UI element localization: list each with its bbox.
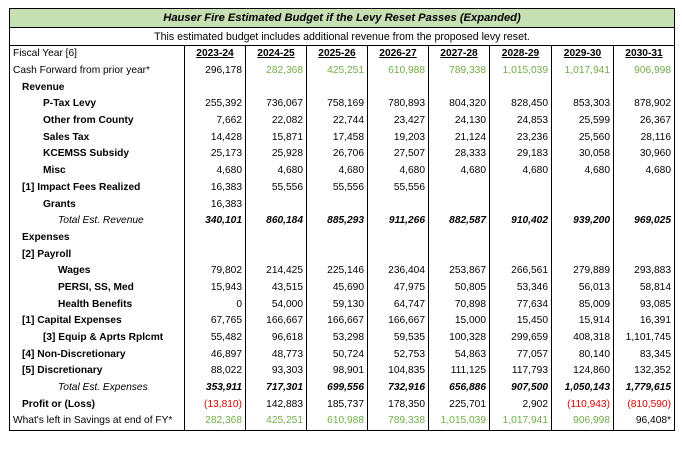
table-row — [10, 79, 675, 96]
cell-value: 27,507 — [368, 146, 429, 163]
table-row — [10, 263, 675, 280]
table-row — [10, 213, 675, 230]
cell-value: 50,805 — [429, 280, 490, 297]
cell-value — [246, 196, 307, 213]
cell-value: 70,898 — [429, 296, 490, 313]
year-header: 2025-26 — [307, 46, 368, 63]
table-row — [10, 129, 675, 146]
cell-value — [614, 180, 675, 197]
table-row — [10, 380, 675, 397]
cell-value: 610,988 — [368, 63, 429, 80]
cell-value: 4,680 — [368, 163, 429, 180]
cell-value: 610,988 — [307, 413, 368, 430]
cell-value — [429, 196, 490, 213]
cell-value: 132,352 — [614, 363, 675, 380]
cell-value: 23,427 — [368, 113, 429, 130]
cell-value: 48,773 — [246, 346, 307, 363]
cell-value: 58,814 — [614, 280, 675, 297]
table-row — [10, 163, 675, 180]
cell-value: 804,320 — [429, 96, 490, 113]
cell-value — [429, 180, 490, 197]
table-row — [10, 146, 675, 163]
row-label-cash-forward: Cash Forward from prior year* — [10, 63, 185, 80]
cell-value: 253,867 — [429, 263, 490, 280]
cell-value: 225,146 — [307, 263, 368, 280]
cell-value: 282,368 — [185, 413, 246, 430]
cell-value: 16,383 — [185, 180, 246, 197]
cell-value: 4,680 — [552, 163, 614, 180]
cell-value: 53,298 — [307, 330, 368, 347]
cell-value: 780,893 — [368, 96, 429, 113]
cell-value: 0 — [185, 296, 246, 313]
cell-value: 24,853 — [490, 113, 552, 130]
cell-value: 14,428 — [185, 129, 246, 146]
cell-value: 25,928 — [246, 146, 307, 163]
cell-value: 717,301 — [246, 380, 307, 397]
cell-value: 185,737 — [307, 396, 368, 413]
cell-value: 25,173 — [185, 146, 246, 163]
cell-value: 7,662 — [185, 113, 246, 130]
cell-value: 340,101 — [185, 213, 246, 230]
row-label-capital-expenses: [1] Capital Expenses — [10, 313, 185, 330]
cell-value: 142,883 — [246, 396, 307, 413]
table-row — [10, 330, 675, 347]
cell-value: 85,009 — [552, 296, 614, 313]
table-row — [10, 113, 675, 130]
cell-value: 21,124 — [429, 129, 490, 146]
table-row — [10, 363, 675, 380]
cell-value: (810,590) — [614, 396, 675, 413]
cell-value: 124,860 — [552, 363, 614, 380]
row-label-wages: Wages — [10, 263, 185, 280]
cell-value: 22,744 — [307, 113, 368, 130]
cell-value: 699,556 — [307, 380, 368, 397]
cell-value: 1,017,941 — [490, 413, 552, 430]
row-label-grants: Grants — [10, 196, 185, 213]
row-label-non-discretionary: [4] Non-Discretionary — [10, 346, 185, 363]
cell-value: 54,000 — [246, 296, 307, 313]
cell-value — [368, 196, 429, 213]
cell-value: 236,404 — [368, 263, 429, 280]
cell-value: 30,960 — [614, 146, 675, 163]
table-row — [10, 246, 675, 263]
cell-value: 878,902 — [614, 96, 675, 113]
cell-value: 408,318 — [552, 330, 614, 347]
table-row — [10, 296, 675, 313]
cell-value: 77,057 — [490, 346, 552, 363]
cell-value: 4,680 — [307, 163, 368, 180]
table-row — [10, 96, 675, 113]
cell-value: 93,303 — [246, 363, 307, 380]
cell-value: 28,116 — [614, 129, 675, 146]
cell-value: 656,886 — [429, 380, 490, 397]
cell-value: (110,943) — [552, 396, 614, 413]
cell-value: 15,450 — [490, 313, 552, 330]
cell-value: 28,333 — [429, 146, 490, 163]
cell-value: 296,178 — [185, 63, 246, 80]
cell-value: 225,701 — [429, 396, 490, 413]
cell-value: 1,101,745 — [614, 330, 675, 347]
cell-value: 25,599 — [552, 113, 614, 130]
cell-value: 910,402 — [490, 213, 552, 230]
cell-value: 353,911 — [185, 380, 246, 397]
cell-value: 4,680 — [490, 163, 552, 180]
year-header: 2028-29 — [490, 46, 552, 63]
cell-value: 59,535 — [368, 330, 429, 347]
cell-value: 885,293 — [307, 213, 368, 230]
budget-subtitle: This estimated budget includes additional revenue from the proposed levy reset. — [10, 28, 675, 46]
cell-value: 79,802 — [185, 263, 246, 280]
cell-value: 906,998 — [552, 413, 614, 430]
cell-value: 64,747 — [368, 296, 429, 313]
cell-value: 758,169 — [307, 96, 368, 113]
cell-value: 166,667 — [307, 313, 368, 330]
cell-value: (13,810) — [185, 396, 246, 413]
cell-value: 1,015,039 — [429, 413, 490, 430]
cell-value: 853,303 — [552, 96, 614, 113]
cell-value: 29,183 — [490, 146, 552, 163]
cell-value: 26,367 — [614, 113, 675, 130]
row-label-savings-end-of-fy: What's left in Savings at end of FY* — [10, 413, 185, 430]
cell-value: 279,889 — [552, 263, 614, 280]
budget-table — [9, 8, 675, 431]
cell-value: 828,450 — [490, 96, 552, 113]
cell-value: 56,013 — [552, 280, 614, 297]
cell-value — [307, 196, 368, 213]
cell-value: 736,067 — [246, 96, 307, 113]
year-header: 2029-30 — [552, 46, 614, 63]
cell-value: 93,085 — [614, 296, 675, 313]
cell-value: 4,680 — [614, 163, 675, 180]
table-row — [10, 180, 675, 197]
section-label-payroll: [2] Payroll — [10, 246, 185, 263]
cell-value: 1,015,039 — [490, 63, 552, 80]
cell-value: 2,902 — [490, 396, 552, 413]
cell-value: 15,000 — [429, 313, 490, 330]
cell-value: 882,587 — [429, 213, 490, 230]
row-label-other-from-county: Other from County — [10, 113, 185, 130]
cell-value: 425,251 — [307, 63, 368, 80]
row-label-persi-ss-med: PERSI, SS, Med — [10, 280, 185, 297]
budget-title: Hauser Fire Estimated Budget if the Levy Reset Passes (Expanded) — [10, 9, 675, 28]
row-label-p-tax-levy: P-Tax Levy — [10, 96, 185, 113]
cell-value: 104,835 — [368, 363, 429, 380]
year-header: 2027-28 — [429, 46, 490, 63]
cell-value: 54,863 — [429, 346, 490, 363]
cell-value: 88,022 — [185, 363, 246, 380]
table-row — [10, 346, 675, 363]
year-header: 2026-27 — [368, 46, 429, 63]
cell-value: 23,236 — [490, 129, 552, 146]
cell-value: 25,560 — [552, 129, 614, 146]
cell-value: 26,706 — [307, 146, 368, 163]
table-row — [10, 413, 675, 430]
cell-value: 4,680 — [429, 163, 490, 180]
row-label-profit-or-loss: Profit or (Loss) — [10, 396, 185, 413]
cell-value: 55,556 — [246, 180, 307, 197]
cell-value: 906,998 — [614, 63, 675, 80]
cell-value: 96,408* — [614, 413, 675, 430]
cell-value: 15,914 — [552, 313, 614, 330]
cell-value: 16,391 — [614, 313, 675, 330]
cell-value: 266,561 — [490, 263, 552, 280]
cell-value: 299,659 — [490, 330, 552, 347]
row-label-kcemss-subsidy: KCEMSS Subsidy — [10, 146, 185, 163]
cell-value: 282,368 — [246, 63, 307, 80]
cell-value: 83,345 — [614, 346, 675, 363]
year-header: 2023-24 — [185, 46, 246, 63]
cell-value: 789,338 — [429, 63, 490, 80]
cell-value: 732,916 — [368, 380, 429, 397]
cell-value: 15,871 — [246, 129, 307, 146]
cell-value: 55,482 — [185, 330, 246, 347]
cell-value: 43,515 — [246, 280, 307, 297]
cell-value: 30,058 — [552, 146, 614, 163]
cell-value: 24,130 — [429, 113, 490, 130]
cell-value: 911,266 — [368, 213, 429, 230]
cell-value: 1,779,615 — [614, 380, 675, 397]
cell-value: 1,050,143 — [552, 380, 614, 397]
cell-value: 77,634 — [490, 296, 552, 313]
cell-value: 117,793 — [490, 363, 552, 380]
cell-value: 45,690 — [307, 280, 368, 297]
cell-value: 19,203 — [368, 129, 429, 146]
table-row — [10, 396, 675, 413]
year-header: 2030-31 — [614, 46, 675, 63]
row-label-sales-tax: Sales Tax — [10, 129, 185, 146]
cell-value: 789,338 — [368, 413, 429, 430]
cell-value — [490, 180, 552, 197]
cell-value: 52,753 — [368, 346, 429, 363]
cell-value: 907,500 — [490, 380, 552, 397]
row-label-total-revenue: Total Est. Revenue — [10, 213, 185, 230]
cell-value: 17,458 — [307, 129, 368, 146]
section-label-expenses: Expenses — [10, 230, 185, 247]
cell-value: 425,251 — [246, 413, 307, 430]
cell-value — [614, 196, 675, 213]
cell-value: 255,392 — [185, 96, 246, 113]
row-label-discretionary: [5] Discretionary — [10, 363, 185, 380]
cell-value: 50,724 — [307, 346, 368, 363]
cell-value: 969,025 — [614, 213, 675, 230]
row-label-total-expenses: Total Est. Expenses — [10, 380, 185, 397]
cell-value: 166,667 — [246, 313, 307, 330]
cell-value: 55,556 — [368, 180, 429, 197]
row-label-misc: Misc — [10, 163, 185, 180]
cell-value: 59,130 — [307, 296, 368, 313]
cell-value: 16,383 — [185, 196, 246, 213]
cell-value: 178,350 — [368, 396, 429, 413]
cell-value: 1,017,941 — [552, 63, 614, 80]
cell-value: 293,883 — [614, 263, 675, 280]
cell-value: 67,765 — [185, 313, 246, 330]
row-label-impact-fees: [1] Impact Fees Realized — [10, 180, 185, 197]
table-row — [10, 230, 675, 247]
table-row — [10, 196, 675, 213]
budget-spreadsheet — [9, 8, 674, 431]
cell-value: 80,140 — [552, 346, 614, 363]
cell-value: 15,943 — [185, 280, 246, 297]
cell-value: 100,328 — [429, 330, 490, 347]
table-row — [10, 313, 675, 330]
cell-value — [552, 180, 614, 197]
cell-value: 166,667 — [368, 313, 429, 330]
cell-value: 96,618 — [246, 330, 307, 347]
cell-value: 111,125 — [429, 363, 490, 380]
cell-value: 939,200 — [552, 213, 614, 230]
cell-value: 4,680 — [185, 163, 246, 180]
cell-value: 214,425 — [246, 263, 307, 280]
cell-value: 47,975 — [368, 280, 429, 297]
cell-value: 4,680 — [246, 163, 307, 180]
section-label-revenue: Revenue — [10, 79, 185, 96]
cell-value: 46,897 — [185, 346, 246, 363]
cell-value: 53,346 — [490, 280, 552, 297]
cell-value: 860,184 — [246, 213, 307, 230]
cell-value — [552, 196, 614, 213]
row-label-health-benefits: Health Benefits — [10, 296, 185, 313]
table-row — [10, 63, 675, 80]
header-row — [10, 46, 675, 63]
cell-value: 22,082 — [246, 113, 307, 130]
fiscal-year-label: Fiscal Year [6] — [10, 46, 185, 63]
table-row — [10, 280, 675, 297]
cell-value: 55,556 — [307, 180, 368, 197]
cell-value — [490, 196, 552, 213]
year-header: 2024-25 — [246, 46, 307, 63]
row-label-equip-aprts-rplcmt: [3] Equip & Aprts Rplcmt — [10, 330, 185, 347]
cell-value: 98,901 — [307, 363, 368, 380]
